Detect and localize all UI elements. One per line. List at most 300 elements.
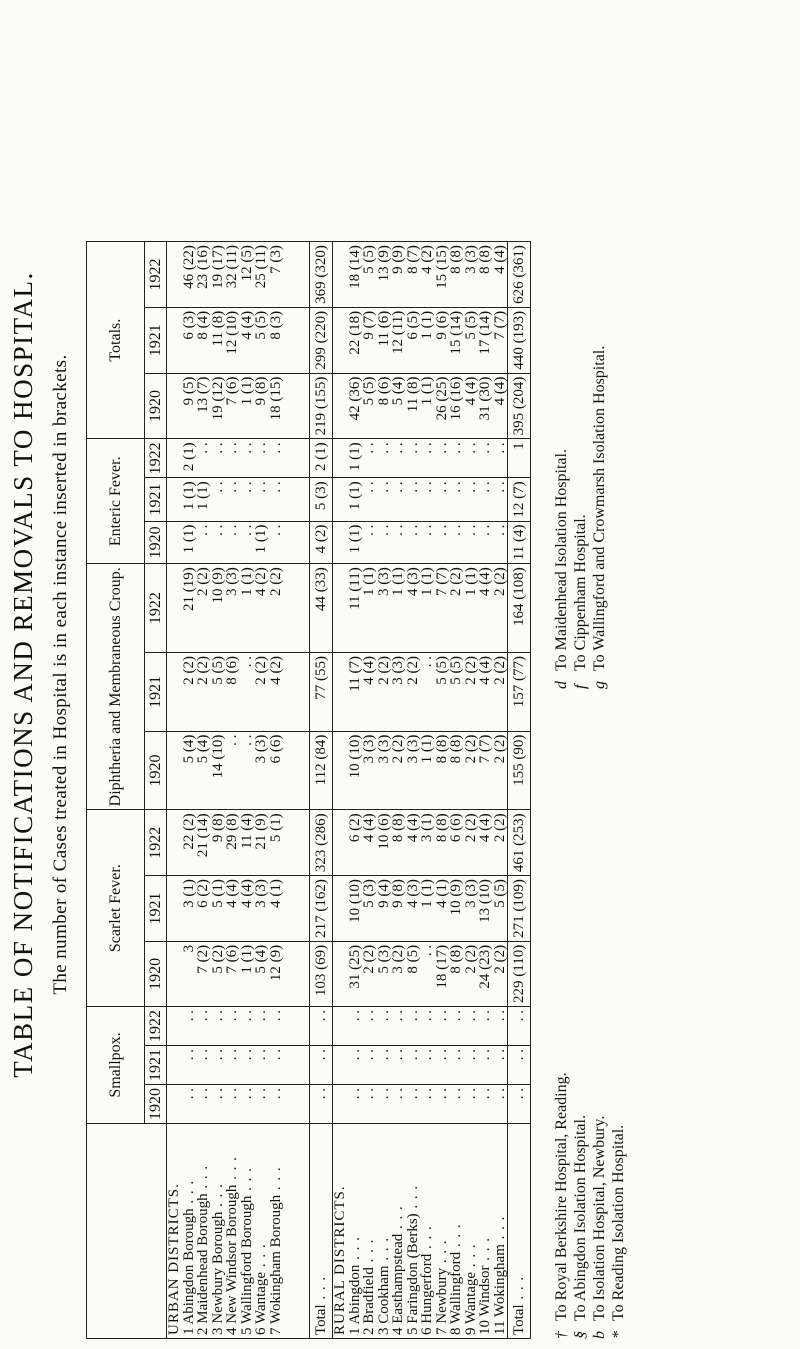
cell-value: 5 (1) bbox=[267, 813, 284, 843]
cell-value: 22 (18) bbox=[346, 310, 363, 355]
cell-value: 4 (1) bbox=[267, 879, 284, 908]
cell-value: . . bbox=[238, 442, 255, 454]
total-value: 157 (77) bbox=[508, 653, 531, 732]
cell-value: 1 (1) bbox=[346, 524, 363, 554]
total-value: 271 (109) bbox=[508, 876, 531, 942]
urban-ent-col bbox=[167, 439, 310, 478]
footnote bbox=[572, 619, 590, 1339]
cell-value: 3 (3) bbox=[404, 734, 421, 764]
rural-sp-col bbox=[333, 1085, 508, 1124]
cell-value: 13 (10) bbox=[477, 879, 493, 923]
year-header: 1921 bbox=[145, 1046, 167, 1085]
cell-value: . . bbox=[419, 1088, 435, 1100]
district-name: Cookham . . . bbox=[376, 1237, 392, 1324]
cell-value: 3 (3) bbox=[361, 734, 377, 764]
cell-value: 2 (2) bbox=[195, 567, 211, 596]
cell-value: 11 (8) bbox=[209, 310, 226, 347]
district-number: 4 bbox=[390, 1327, 406, 1335]
cell-value: 5 (5) bbox=[209, 656, 226, 685]
total-value: 103 (69) bbox=[310, 941, 333, 1006]
urban-sc-col bbox=[167, 810, 310, 876]
district-number: 6 bbox=[253, 1327, 269, 1335]
cell-value: 1 (1) bbox=[419, 310, 435, 340]
cell-value: 10 (10) bbox=[346, 879, 363, 923]
cell-value: 11 (7) bbox=[346, 656, 363, 692]
rural-dip-col bbox=[333, 564, 508, 653]
cell-value: 7 (7) bbox=[477, 734, 493, 764]
rural-dip-col bbox=[333, 731, 508, 810]
total-value: 44 (33) bbox=[310, 564, 333, 653]
rural-ent-col bbox=[333, 521, 508, 564]
cell-value: . . bbox=[448, 1010, 464, 1022]
district-number: 11 bbox=[491, 1320, 508, 1335]
page-title: TABLE OF NOTIFICATIONS AND REMOVALS TO HOSPITAL. bbox=[8, 271, 38, 1078]
district-row bbox=[377, 1127, 392, 1335]
section-heading: URBAN DISTRICTS. bbox=[166, 1183, 182, 1335]
total-value: 1 bbox=[508, 439, 531, 478]
cell-value: 8 (8) bbox=[448, 734, 464, 764]
urban-tot-col bbox=[167, 307, 310, 373]
cell-value: . . bbox=[433, 481, 450, 493]
cell-value: 1 (1) bbox=[195, 481, 211, 511]
cell-value: 8 (4) bbox=[195, 310, 211, 340]
cell-value: . . bbox=[361, 1010, 377, 1022]
totals-header: Totals. bbox=[87, 242, 145, 439]
total-value: 2 (1) bbox=[310, 439, 333, 478]
district-row bbox=[362, 1127, 377, 1335]
district-number: 7 bbox=[433, 1327, 450, 1335]
cell-value: 24 (23) bbox=[477, 944, 493, 989]
cell-value: 19 (12) bbox=[209, 376, 226, 421]
footnote bbox=[591, 619, 609, 1339]
total-value: 217 (162) bbox=[310, 876, 333, 942]
cell-value: . . bbox=[462, 1049, 479, 1061]
urban-sp-col bbox=[167, 1085, 310, 1124]
rural-dip-col bbox=[333, 653, 508, 732]
cell-value: 7 (2) bbox=[195, 944, 211, 974]
cell-value: 11 (8) bbox=[404, 376, 421, 413]
footnote bbox=[591, 0, 609, 689]
cell-value: 9 (4) bbox=[375, 879, 392, 908]
cell-value: 4 (4) bbox=[491, 376, 508, 406]
cell-value: 2 (2) bbox=[195, 656, 211, 685]
cell-value: . . bbox=[448, 1049, 464, 1061]
cell-value: 26 (25) bbox=[433, 376, 450, 421]
cell-value: . . bbox=[448, 524, 464, 536]
cell-value: 2 (2) bbox=[491, 656, 508, 685]
cell-value: . . bbox=[238, 656, 255, 668]
cell-value: 8 (8) bbox=[433, 813, 450, 843]
district-name: Abingdon . . . bbox=[347, 1236, 363, 1325]
cell-value: . . bbox=[390, 481, 406, 493]
cell-value: 12 (10) bbox=[224, 310, 240, 355]
cell-value: . . bbox=[253, 481, 269, 493]
cell-value: 2 (2) bbox=[491, 567, 508, 596]
cell-value: 4 (2) bbox=[253, 567, 269, 596]
total-value: 164 (108) bbox=[508, 564, 531, 653]
cell-value: 21 (19) bbox=[180, 567, 197, 611]
notifications-table bbox=[86, 241, 531, 1339]
cell-value: 5 (3) bbox=[361, 879, 377, 908]
cell-value: 1 (1) bbox=[390, 567, 406, 596]
rural-district-names bbox=[333, 1124, 508, 1339]
cell-value: 13 (7) bbox=[195, 376, 211, 413]
rural-sc-col bbox=[333, 876, 508, 942]
year-header: 1922 bbox=[145, 564, 167, 653]
year-header: 1920 bbox=[145, 731, 167, 810]
cell-value: 5 (5) bbox=[253, 310, 269, 340]
cell-value: 1 (1) bbox=[419, 879, 435, 908]
cell-value: 10 (9) bbox=[209, 567, 226, 604]
cell-value: . . bbox=[346, 1010, 363, 1022]
cell-value: . . bbox=[477, 1010, 493, 1022]
total-value: 369 (320) bbox=[310, 242, 333, 308]
district-number: 1 bbox=[180, 1327, 197, 1335]
cell-value: 1 (1) bbox=[253, 524, 269, 554]
cell-value: . . bbox=[404, 481, 421, 493]
rural-sp-col bbox=[333, 1007, 508, 1046]
cell-value: 9 (5) bbox=[180, 376, 197, 406]
urban-ent-col bbox=[167, 478, 310, 521]
cell-value: . . bbox=[404, 524, 421, 536]
cell-value: 1 (1) bbox=[419, 734, 435, 764]
cell-value: 11 (4) bbox=[238, 813, 255, 849]
district-row bbox=[348, 1127, 363, 1335]
district-number: 2 bbox=[361, 1327, 377, 1335]
cell-value: 4 (4) bbox=[238, 879, 255, 908]
district-header bbox=[87, 1124, 167, 1339]
cell-value: 3 (3) bbox=[224, 567, 240, 596]
cell-value: . . bbox=[209, 442, 226, 454]
cell-value: 12 (5) bbox=[238, 245, 255, 282]
cell-value: . . bbox=[491, 1049, 508, 1061]
total-value: 440 (193) bbox=[508, 307, 531, 373]
cell-value: 5 (2) bbox=[209, 944, 226, 974]
cell-value: 11 (6) bbox=[375, 310, 392, 347]
cell-value: 4 (1) bbox=[433, 879, 450, 908]
cell-value: 1 (1) bbox=[346, 442, 363, 472]
cell-value: 46 (22) bbox=[180, 245, 197, 289]
district-number: 9 bbox=[462, 1327, 479, 1335]
cell-value: . . bbox=[267, 1010, 284, 1022]
footnote bbox=[572, 0, 590, 689]
cell-value: . . bbox=[195, 1088, 211, 1100]
total-label: Total . . . bbox=[310, 1124, 333, 1339]
cell-value: 2 (2) bbox=[491, 944, 508, 974]
cell-value: . . bbox=[404, 1049, 421, 1061]
district-name: Wantage . . . bbox=[463, 1243, 479, 1324]
cell-value: . . bbox=[419, 524, 435, 536]
cell-value: 4 (2) bbox=[267, 656, 284, 685]
cell-value: 6 (2) bbox=[346, 813, 363, 843]
cell-value: . . bbox=[390, 442, 406, 454]
cell-value: 18 (15) bbox=[267, 376, 284, 421]
cell-value: . . bbox=[491, 1088, 508, 1100]
footnote-mark: f bbox=[572, 684, 589, 689]
year-header: 1921 bbox=[145, 653, 167, 732]
cell-value: 6 (6) bbox=[267, 734, 284, 764]
total-value: 11 (4) bbox=[508, 521, 531, 564]
urban-dip-col bbox=[167, 653, 310, 732]
cell-value: . . bbox=[238, 524, 255, 536]
total-value: . . bbox=[310, 1007, 333, 1046]
cell-value: 21 (9) bbox=[253, 813, 269, 850]
district-row bbox=[211, 1127, 226, 1335]
year-header: 1922 bbox=[145, 242, 167, 308]
cell-value: . . bbox=[477, 1049, 493, 1061]
cell-value: 25 (11) bbox=[253, 245, 269, 289]
cell-value: 4 (2) bbox=[419, 245, 435, 274]
urban-dip-col bbox=[167, 564, 310, 653]
rural-sp-col bbox=[333, 1046, 508, 1085]
cell-value: 7 (7) bbox=[491, 310, 508, 340]
cell-value: . . bbox=[375, 1088, 392, 1100]
total-value: 155 (90) bbox=[508, 731, 531, 810]
cell-value: . . bbox=[491, 1010, 508, 1022]
cell-value: . . bbox=[361, 481, 377, 493]
cell-value: . . bbox=[253, 1088, 269, 1100]
total-value: 219 (155) bbox=[310, 373, 333, 439]
district-row bbox=[196, 1127, 211, 1335]
cell-value: 3 (3) bbox=[253, 734, 269, 764]
cell-value: 3 (1) bbox=[180, 879, 197, 908]
cell-value: . . bbox=[361, 442, 377, 454]
district-number: 1 bbox=[346, 1327, 363, 1335]
total-value: 461 (253) bbox=[508, 810, 531, 876]
rural-tot-col bbox=[333, 242, 508, 308]
district-row bbox=[420, 1127, 435, 1335]
cell-value: 4 (3) bbox=[404, 567, 421, 596]
footnote-text: To Isolation Hospital, Newbury. bbox=[591, 1115, 608, 1321]
cell-value: 2 (2) bbox=[448, 567, 464, 596]
cell-value: 5 (5) bbox=[491, 879, 508, 908]
cell-value: 15 (15) bbox=[433, 245, 450, 289]
total-value: 626 (361) bbox=[508, 242, 531, 308]
district-name: New Windsor Borough . . . bbox=[224, 1156, 240, 1324]
cell-value: 3 (1) bbox=[419, 813, 435, 843]
cell-value: 4 (4) bbox=[361, 813, 377, 843]
cell-value: . . bbox=[433, 1049, 450, 1061]
urban-tot-col bbox=[167, 242, 310, 308]
cell-value: 5 (4) bbox=[390, 376, 406, 406]
cell-value: 8 (8) bbox=[448, 245, 464, 274]
cell-value: . . bbox=[448, 481, 464, 493]
cell-value: 2 (2) bbox=[491, 813, 508, 843]
rural-ent-col bbox=[333, 478, 508, 521]
total-value: 323 (286) bbox=[310, 810, 333, 876]
rural-tot-col bbox=[333, 307, 508, 373]
district-name: Hungerford . . . bbox=[419, 1225, 435, 1323]
footnote-mark: g bbox=[591, 681, 608, 689]
cell-value: 9 (8) bbox=[390, 879, 406, 908]
footnote-mark: * bbox=[610, 1331, 627, 1339]
cell-value: 8 (5) bbox=[404, 944, 421, 974]
district-name: Bradfield . . . bbox=[361, 1239, 377, 1324]
cell-value: 6 (6) bbox=[448, 813, 464, 843]
cell-value: . . bbox=[238, 481, 255, 493]
cell-value: 4 (4) bbox=[404, 813, 421, 843]
footnote-text: To Royal Berkshire Hospital, Reading. bbox=[553, 1072, 570, 1321]
year-header: 1921 bbox=[145, 876, 167, 942]
year-header: 1922 bbox=[145, 810, 167, 876]
cell-value: . . bbox=[267, 442, 284, 454]
cell-value: 1 (1) bbox=[238, 944, 255, 974]
district-name: Easthampstead . . . bbox=[390, 1205, 406, 1323]
footnote-mark: d bbox=[553, 681, 570, 689]
cell-value: 32 (11) bbox=[224, 245, 240, 289]
district-row bbox=[182, 1127, 197, 1335]
cell-value: 4 (4) bbox=[361, 656, 377, 685]
district-row bbox=[406, 1127, 421, 1335]
enteric-fever-header: Enteric Fever. bbox=[87, 439, 145, 564]
cell-value: 21 (14) bbox=[195, 813, 211, 858]
cell-value: 1 (1) bbox=[238, 567, 255, 596]
cell-value: . . bbox=[346, 1049, 363, 1061]
total-value: 229 (110) bbox=[508, 941, 531, 1006]
cell-value: . . bbox=[390, 1010, 406, 1022]
rural-ent-col bbox=[333, 439, 508, 478]
cell-value: . . bbox=[404, 1010, 421, 1022]
cell-value: 5 (4) bbox=[180, 734, 197, 764]
cell-value: 4 (4) bbox=[477, 567, 493, 596]
cell-value: . . bbox=[375, 442, 392, 454]
cell-value: . . bbox=[477, 481, 493, 493]
district-number: 5 bbox=[404, 1327, 421, 1335]
urban-sp-col bbox=[167, 1046, 310, 1085]
cell-value: 7 (7) bbox=[433, 567, 450, 596]
cell-value: . . bbox=[433, 524, 450, 536]
cell-value: 4 (4) bbox=[238, 310, 255, 340]
cell-value: . . bbox=[238, 1088, 255, 1100]
cell-value: 6 (2) bbox=[195, 879, 211, 908]
total-value: 5 (3) bbox=[310, 478, 333, 521]
cell-value: 1 (1) bbox=[180, 481, 197, 511]
cell-value: . . bbox=[477, 524, 493, 536]
cell-value: 2 (2) bbox=[404, 656, 421, 685]
cell-value: . . bbox=[404, 442, 421, 454]
rural-tot-col bbox=[333, 373, 508, 439]
footnote-text: To Maidenhead Isolation Hospital. bbox=[553, 449, 570, 671]
cell-value: . . bbox=[419, 1049, 435, 1061]
urban-rows bbox=[167, 242, 310, 1339]
cell-value: 4 (4) bbox=[224, 879, 240, 908]
district-number: 2 bbox=[195, 1327, 211, 1335]
district-number: 10 bbox=[477, 1320, 493, 1335]
year-header: 1922 bbox=[145, 1007, 167, 1046]
page-subtitle: The number of Cases treated in Hospital is in each instance inserted in brackets. bbox=[50, 354, 71, 995]
district-row bbox=[254, 1127, 269, 1335]
cell-value: 23 (16) bbox=[195, 245, 211, 289]
rural-sc-col bbox=[333, 810, 508, 876]
district-name: Maidenhead Borough . . . bbox=[195, 1165, 211, 1324]
footnote-mark: § bbox=[572, 1331, 589, 1339]
cell-value: 8 (8) bbox=[390, 813, 406, 843]
district-name: Faringdon (Berks) . . . bbox=[405, 1185, 421, 1324]
cell-value: 7 (6) bbox=[224, 944, 240, 974]
cell-value: 8 (6) bbox=[375, 376, 392, 406]
cell-value: . . bbox=[224, 1088, 240, 1100]
cell-value: 5 (5) bbox=[462, 310, 479, 340]
cell-value: . . bbox=[491, 524, 508, 536]
cell-value: 2 (2) bbox=[361, 944, 377, 974]
total-value: . . bbox=[508, 1046, 531, 1085]
cell-value: 2 (2) bbox=[462, 656, 479, 685]
cell-value: 3 (3) bbox=[462, 245, 479, 274]
cell-value: 13 (9) bbox=[375, 245, 392, 282]
smallpox-header: Smallpox. bbox=[87, 1007, 145, 1124]
cell-value: . . bbox=[209, 1010, 226, 1022]
cell-value: 8 (6) bbox=[224, 656, 240, 685]
diphtheria-header: Diphtheria and Membraneous Croup. bbox=[87, 564, 145, 810]
cell-value: 7 (3) bbox=[267, 245, 284, 274]
cell-value: . . bbox=[462, 1088, 479, 1100]
cell-value: . . bbox=[209, 1088, 226, 1100]
district-number: 7 bbox=[267, 1327, 284, 1335]
footnote-mark: † bbox=[553, 1331, 570, 1339]
cell-value: . . bbox=[361, 1088, 377, 1100]
footnote-text: To Reading Isolation Hospital. bbox=[610, 1124, 627, 1321]
cell-value: . . bbox=[361, 524, 377, 536]
cell-value: . . bbox=[419, 481, 435, 493]
footnote-text: To Wallingford and Crowmarsh Isolation Hospital. bbox=[591, 345, 608, 671]
cell-value: . . bbox=[195, 524, 211, 536]
cell-value: . . bbox=[433, 1088, 450, 1100]
cell-value: 5 (1) bbox=[209, 879, 226, 908]
cell-value: 18 (17) bbox=[433, 944, 450, 989]
cell-value: . . bbox=[404, 1088, 421, 1100]
cell-value: 9 (6) bbox=[433, 310, 450, 340]
cell-value: . . bbox=[224, 1049, 240, 1061]
cell-value: 2 (2) bbox=[462, 734, 479, 764]
cell-value: 3 (3) bbox=[390, 656, 406, 685]
total-value: . . bbox=[310, 1046, 333, 1085]
footnote bbox=[610, 619, 628, 1339]
cell-value: 3 (3) bbox=[375, 734, 392, 764]
cell-value: 14 (10) bbox=[209, 734, 226, 779]
cell-value: 18 (14) bbox=[346, 245, 363, 289]
cell-value: 1 (1) bbox=[180, 524, 197, 554]
cell-value: . . bbox=[491, 481, 508, 493]
cell-value: 1 (1) bbox=[361, 567, 377, 596]
cell-value: 10 (9) bbox=[448, 879, 464, 916]
cell-value: . . bbox=[238, 734, 255, 746]
cell-value: . . bbox=[180, 1088, 197, 1100]
rural-rows bbox=[333, 242, 508, 1339]
cell-value: 15 (14) bbox=[448, 310, 464, 355]
footnote bbox=[553, 619, 571, 1339]
district-row bbox=[478, 1127, 493, 1335]
urban-total-row bbox=[310, 242, 333, 1339]
cell-value: 17 (14) bbox=[477, 310, 493, 355]
cell-value: 19 (17) bbox=[209, 245, 226, 289]
district-row bbox=[391, 1127, 406, 1335]
district-name: Wokingham Borough . . . bbox=[268, 1166, 284, 1324]
cell-value: . . bbox=[267, 524, 284, 536]
district-name: Newbury Borough . . . bbox=[210, 1183, 226, 1324]
district-name: Wallingford Borough . . . bbox=[239, 1167, 255, 1324]
cell-value: 7 (6) bbox=[224, 376, 240, 406]
cell-value: 2 (2) bbox=[491, 734, 508, 764]
cell-value: . . bbox=[419, 442, 435, 454]
total-value: 395 (204) bbox=[508, 373, 531, 439]
total-value: 4 (2) bbox=[310, 521, 333, 564]
cell-value: 31 (25) bbox=[346, 944, 363, 989]
cell-value: 4 (3) bbox=[404, 879, 421, 908]
cell-value: . . bbox=[195, 1049, 211, 1061]
cell-value: 1 (1) bbox=[419, 376, 435, 406]
cell-value: . . bbox=[375, 524, 392, 536]
total-value: 12 (7) bbox=[508, 478, 531, 521]
